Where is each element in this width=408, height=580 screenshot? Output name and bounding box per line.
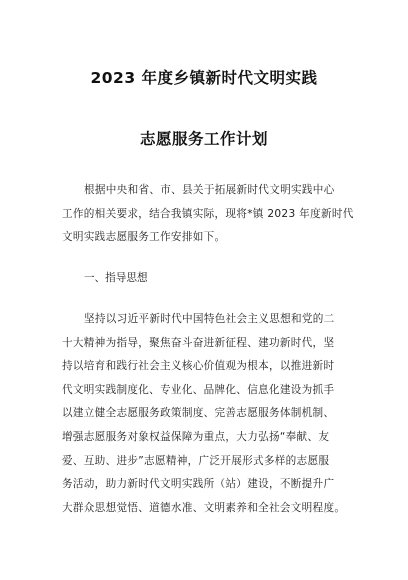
section1-line: 代文明实践制度化、专业化、品牌化、信息化建设为抓手	[62, 383, 335, 396]
section1-line: 增强志愿服务对象权益保障为重点，大力弘扬“奉献、友	[62, 430, 330, 443]
intro-line: 工作的相关要求，结合我镇实际，现将*镇 2023 年度新时代	[62, 207, 354, 220]
section1-line: 大群众思想觉悟、道德水准、文明素养和全社会文明程度。	[62, 501, 346, 514]
section-heading-guiding-ideology: 一、指导思想	[84, 272, 148, 284]
intro-paragraph	[62, 179, 352, 250]
section1-line: 务活动，助力新时代文明实践所（站）建设，不断提升广	[62, 478, 335, 491]
section1-line: 持以培育和践行社会主义核心价值观为根本，以推进新时	[62, 360, 335, 373]
section1-line: 以建立健全志愿服务政策制度、完善志愿服务体制机制、	[62, 407, 335, 420]
document-title-line2: 志愿服务工作计划	[139, 130, 268, 148]
intro-line: 文明实践志愿服务工作安排如下。	[62, 231, 226, 244]
section1-line: 爱、互助、进步”志愿精神，广泛开展形式多样的志愿服	[62, 454, 330, 467]
section1-line: 十大精神为指导，聚焦奋斗奋进新征程、建功新时代，坚	[62, 336, 335, 349]
document-title-line1: 2023 年度乡镇新时代文明实践	[90, 69, 318, 87]
section1-paragraph	[62, 308, 352, 520]
intro-line: 根据中央和省、市、县关于拓展新时代文明实践中心	[84, 184, 335, 196]
section1-line: 坚持以习近平新时代中国特色社会主义思想和党的二	[84, 313, 335, 325]
